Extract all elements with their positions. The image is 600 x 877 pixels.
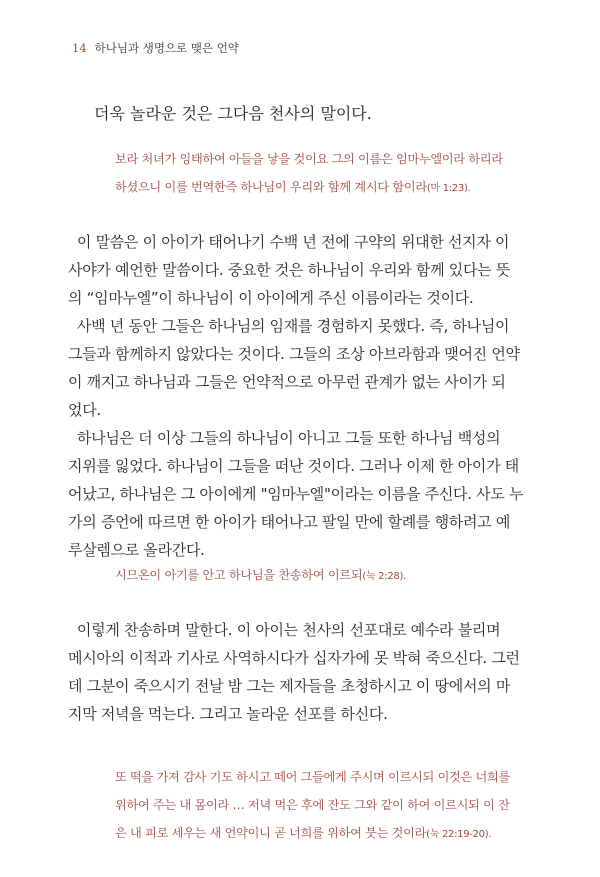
body-line: 의 “임마누엘”이 하나님이 이 아이에게 주신 이름이라는 것이다. [68, 289, 474, 307]
body-line: 루살렘으로 올라간다. [68, 541, 205, 559]
body-line: 가의 증언에 따르면 한 아이가 태어나고 팔일 만에 할례를 행하려고 예 [68, 513, 511, 531]
running-header [72, 40, 239, 56]
body-line: 이렇게 찬송하며 말한다. 이 아이는 천사의 선포대로 예수라 불리며 [68, 621, 501, 639]
body-line: 이 말씀은 이 아이가 태어나기 수백 년 전에 구약의 위대한 선지자 이 [68, 233, 510, 251]
body-line: 하나님은 더 이상 그들의 하나님이 아니고 그들 또한 하나님 백성의 [68, 429, 501, 447]
body-line: 그들과 함께하지 않았다는 것이다. 그들의 조상 아브라함과 맺어진 언약 [68, 345, 520, 363]
quote-line: 또 떡을 가져 감사 기도 하시고 떼어 그들에게 주시며 이르시되 이것은 너희를 [115, 770, 510, 784]
page-number: 14 [72, 41, 87, 55]
body-line: 지막 저녁을 먹는다. 그리고 놀라운 선포를 하신다. [68, 705, 388, 723]
chapter-title: 하나님과 생명으로 맺은 언약 [94, 41, 239, 55]
body-line: 어났고, 하나님은 그 아이에게 "임마누엘"이라는 이름을 주신다. 사도 누 [68, 485, 524, 503]
scripture-reference: (마 1:23). [426, 183, 471, 194]
lead-sentence: 더욱 놀라운 것은 그다음 천사의 말이다. [94, 104, 372, 123]
body-line: 이 깨지고 하나님과 그들은 언약적으로 아무런 관계가 없는 사이가 되 [68, 373, 506, 391]
scripture-reference: (눅 2:28). [362, 571, 406, 582]
quote-line: 하셨으니 이를 번역한즉 하나님이 우리와 함께 계시다 함이라(마 1:23). [115, 180, 471, 194]
quote-line: 보라 처녀가 잉태하여 아들을 낳을 것이요 그의 이름은 임마누엘이라 하리라 [115, 152, 503, 166]
body-line: 메시아의 이적과 기사로 사역하시다가 십자가에 못 박혀 죽으신다. 그런 [68, 649, 520, 667]
body-line: 사야가 예언한 말씀이다. 중요한 것은 하나님이 우리와 함께 있다는 뜻 [68, 261, 511, 279]
body-line: 데 그분이 죽으시기 전날 밤 그는 제자들을 초청하시고 이 땅에서의 마 [68, 677, 511, 695]
body-line: 사백 년 동안 그들은 하나님의 임재를 경험하지 못했다. 즉, 하나님이 [68, 317, 510, 335]
quote-line: 시므온이 아기를 안고 하나님을 찬송하여 이르되(눅 2:28). [115, 568, 406, 582]
scripture-reference: (눅 22:19-20). [426, 829, 492, 840]
quote-line: 위하여 주는 내 몸이라 … 저녁 먹은 후에 잔도 그와 같이 하여 이르시되 이 잔 [115, 798, 510, 812]
quote-line: 은 내 피로 세우는 새 언약이니 곧 너희를 위하여 붓는 것이라(눅 22:19-20). [115, 826, 492, 840]
body-line: 지위를 잃었다. 하나님이 그들을 떠난 것이다. 그러나 이제 한 아이가 태 [68, 457, 519, 475]
body-line: 었다. [68, 401, 101, 419]
